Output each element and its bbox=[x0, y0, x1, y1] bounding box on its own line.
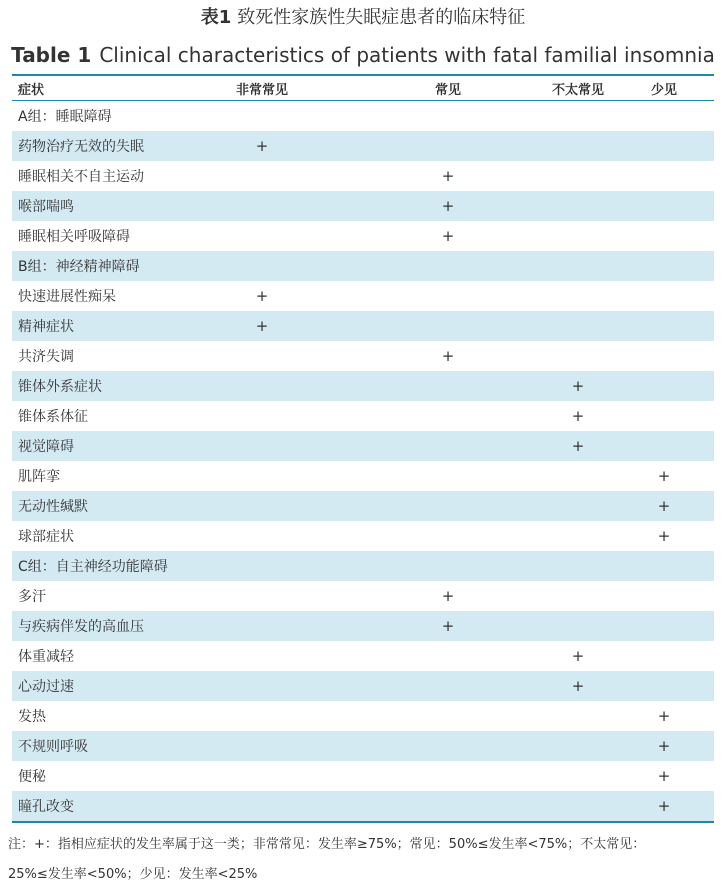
table-row bbox=[12, 161, 714, 191]
table-row bbox=[12, 761, 714, 791]
group-header-row bbox=[12, 551, 714, 581]
symptom-label: 锥体系体征 bbox=[18, 409, 88, 425]
table-footnote bbox=[8, 830, 724, 890]
frequency-mark: + bbox=[255, 287, 269, 305]
column-header-rare: 少见 bbox=[650, 82, 677, 98]
table-row bbox=[12, 701, 714, 731]
table-row bbox=[12, 431, 714, 461]
table-title-en bbox=[0, 42, 726, 68]
table-row bbox=[12, 221, 714, 251]
symptom-label: A组：睡眠障碍 bbox=[18, 109, 112, 125]
symptom-label: C组：自主神经功能障碍 bbox=[18, 559, 168, 575]
frequency-mark: + bbox=[441, 587, 455, 605]
table-row bbox=[12, 281, 714, 311]
table-caption-en: Clinical characteristics of patients with fatal familial insomnia bbox=[99, 43, 715, 67]
symptom-label: 无动性缄默 bbox=[18, 499, 88, 515]
symptom-label: 体重减轻 bbox=[18, 649, 74, 665]
symptom-label: 喉部喘鸣 bbox=[18, 199, 74, 215]
symptom-label: 不规则呼吸 bbox=[18, 739, 88, 755]
column-header-less-common: 不太常见 bbox=[551, 82, 604, 98]
frequency-mark: + bbox=[657, 767, 671, 785]
frequency-mark: + bbox=[571, 377, 585, 395]
frequency-mark: + bbox=[657, 707, 671, 725]
symptom-label: 瞳孔改变 bbox=[18, 799, 74, 815]
group-header-row bbox=[12, 251, 714, 281]
symptom-label: 多汗 bbox=[18, 589, 46, 605]
frequency-mark: + bbox=[571, 677, 585, 695]
column-header-common: 常见 bbox=[434, 82, 461, 98]
symptom-label: 肌阵挛 bbox=[18, 469, 60, 485]
table-row bbox=[12, 371, 714, 401]
symptom-label: 与疾病伴发的高血压 bbox=[18, 619, 144, 635]
symptom-label: 心动过速 bbox=[18, 679, 74, 695]
table-row bbox=[12, 521, 714, 551]
frequency-mark: + bbox=[441, 197, 455, 215]
group-header-row bbox=[12, 101, 714, 131]
column-header-symptom: 症状 bbox=[18, 82, 45, 98]
table-number-en: Table 1 bbox=[11, 43, 92, 67]
symptom-table bbox=[12, 74, 714, 823]
table-title-cn bbox=[0, 6, 726, 30]
frequency-mark: + bbox=[441, 617, 455, 635]
frequency-mark: + bbox=[255, 137, 269, 155]
table-row bbox=[12, 131, 714, 161]
table-row bbox=[12, 491, 714, 521]
table-row bbox=[12, 581, 714, 611]
table-row bbox=[12, 461, 714, 491]
table-row bbox=[12, 671, 714, 701]
symptom-label: 共济失调 bbox=[18, 349, 74, 365]
table-row bbox=[12, 341, 714, 371]
frequency-mark: + bbox=[657, 497, 671, 515]
frequency-mark: + bbox=[657, 467, 671, 485]
footnote-line-2: 25%≤发生率<50%；少见：发生率<25% bbox=[8, 867, 258, 882]
symptom-label: 睡眠相关不自主运动 bbox=[18, 169, 144, 185]
frequency-mark: + bbox=[657, 797, 671, 815]
symptom-label: 快速进展性痴呆 bbox=[18, 289, 116, 305]
frequency-mark: + bbox=[657, 737, 671, 755]
symptom-label: B组：神经精神障碍 bbox=[18, 259, 140, 275]
table-row bbox=[12, 731, 714, 761]
table-caption-cn: 致死性家族性失眠症患者的临床特征 bbox=[237, 7, 526, 28]
table-row bbox=[12, 191, 714, 221]
column-header-very-common: 非常常见 bbox=[235, 82, 288, 98]
symptom-label: 睡眠相关呼吸障碍 bbox=[18, 229, 130, 245]
symptom-label: 药物治疗无效的失眠 bbox=[18, 139, 144, 155]
symptom-label: 便秘 bbox=[18, 769, 46, 785]
symptom-label: 锥体外系症状 bbox=[18, 379, 102, 395]
symptom-label: 发热 bbox=[18, 709, 46, 725]
table-row bbox=[12, 311, 714, 341]
table-row bbox=[12, 611, 714, 641]
frequency-mark: + bbox=[441, 347, 455, 365]
symptom-label: 精神症状 bbox=[18, 319, 74, 335]
table-row bbox=[12, 641, 714, 671]
frequency-mark: + bbox=[571, 437, 585, 455]
frequency-mark: + bbox=[441, 167, 455, 185]
table-header-row bbox=[12, 76, 714, 101]
frequency-mark: + bbox=[571, 647, 585, 665]
symptom-label: 视觉障碍 bbox=[18, 439, 74, 455]
symptom-label: 球部症状 bbox=[18, 529, 74, 545]
frequency-mark: + bbox=[441, 227, 455, 245]
table-number-cn: 表1 bbox=[200, 7, 232, 28]
table-row bbox=[12, 791, 714, 821]
frequency-mark: + bbox=[657, 527, 671, 545]
footnote-line-1: 注：+：指相应症状的发生率属于这一类；非常常见：发生率≥75%；常见：50%≤发生率<75%；不太常见： bbox=[8, 837, 646, 852]
table-row bbox=[12, 401, 714, 431]
frequency-mark: + bbox=[571, 407, 585, 425]
frequency-mark: + bbox=[255, 317, 269, 335]
